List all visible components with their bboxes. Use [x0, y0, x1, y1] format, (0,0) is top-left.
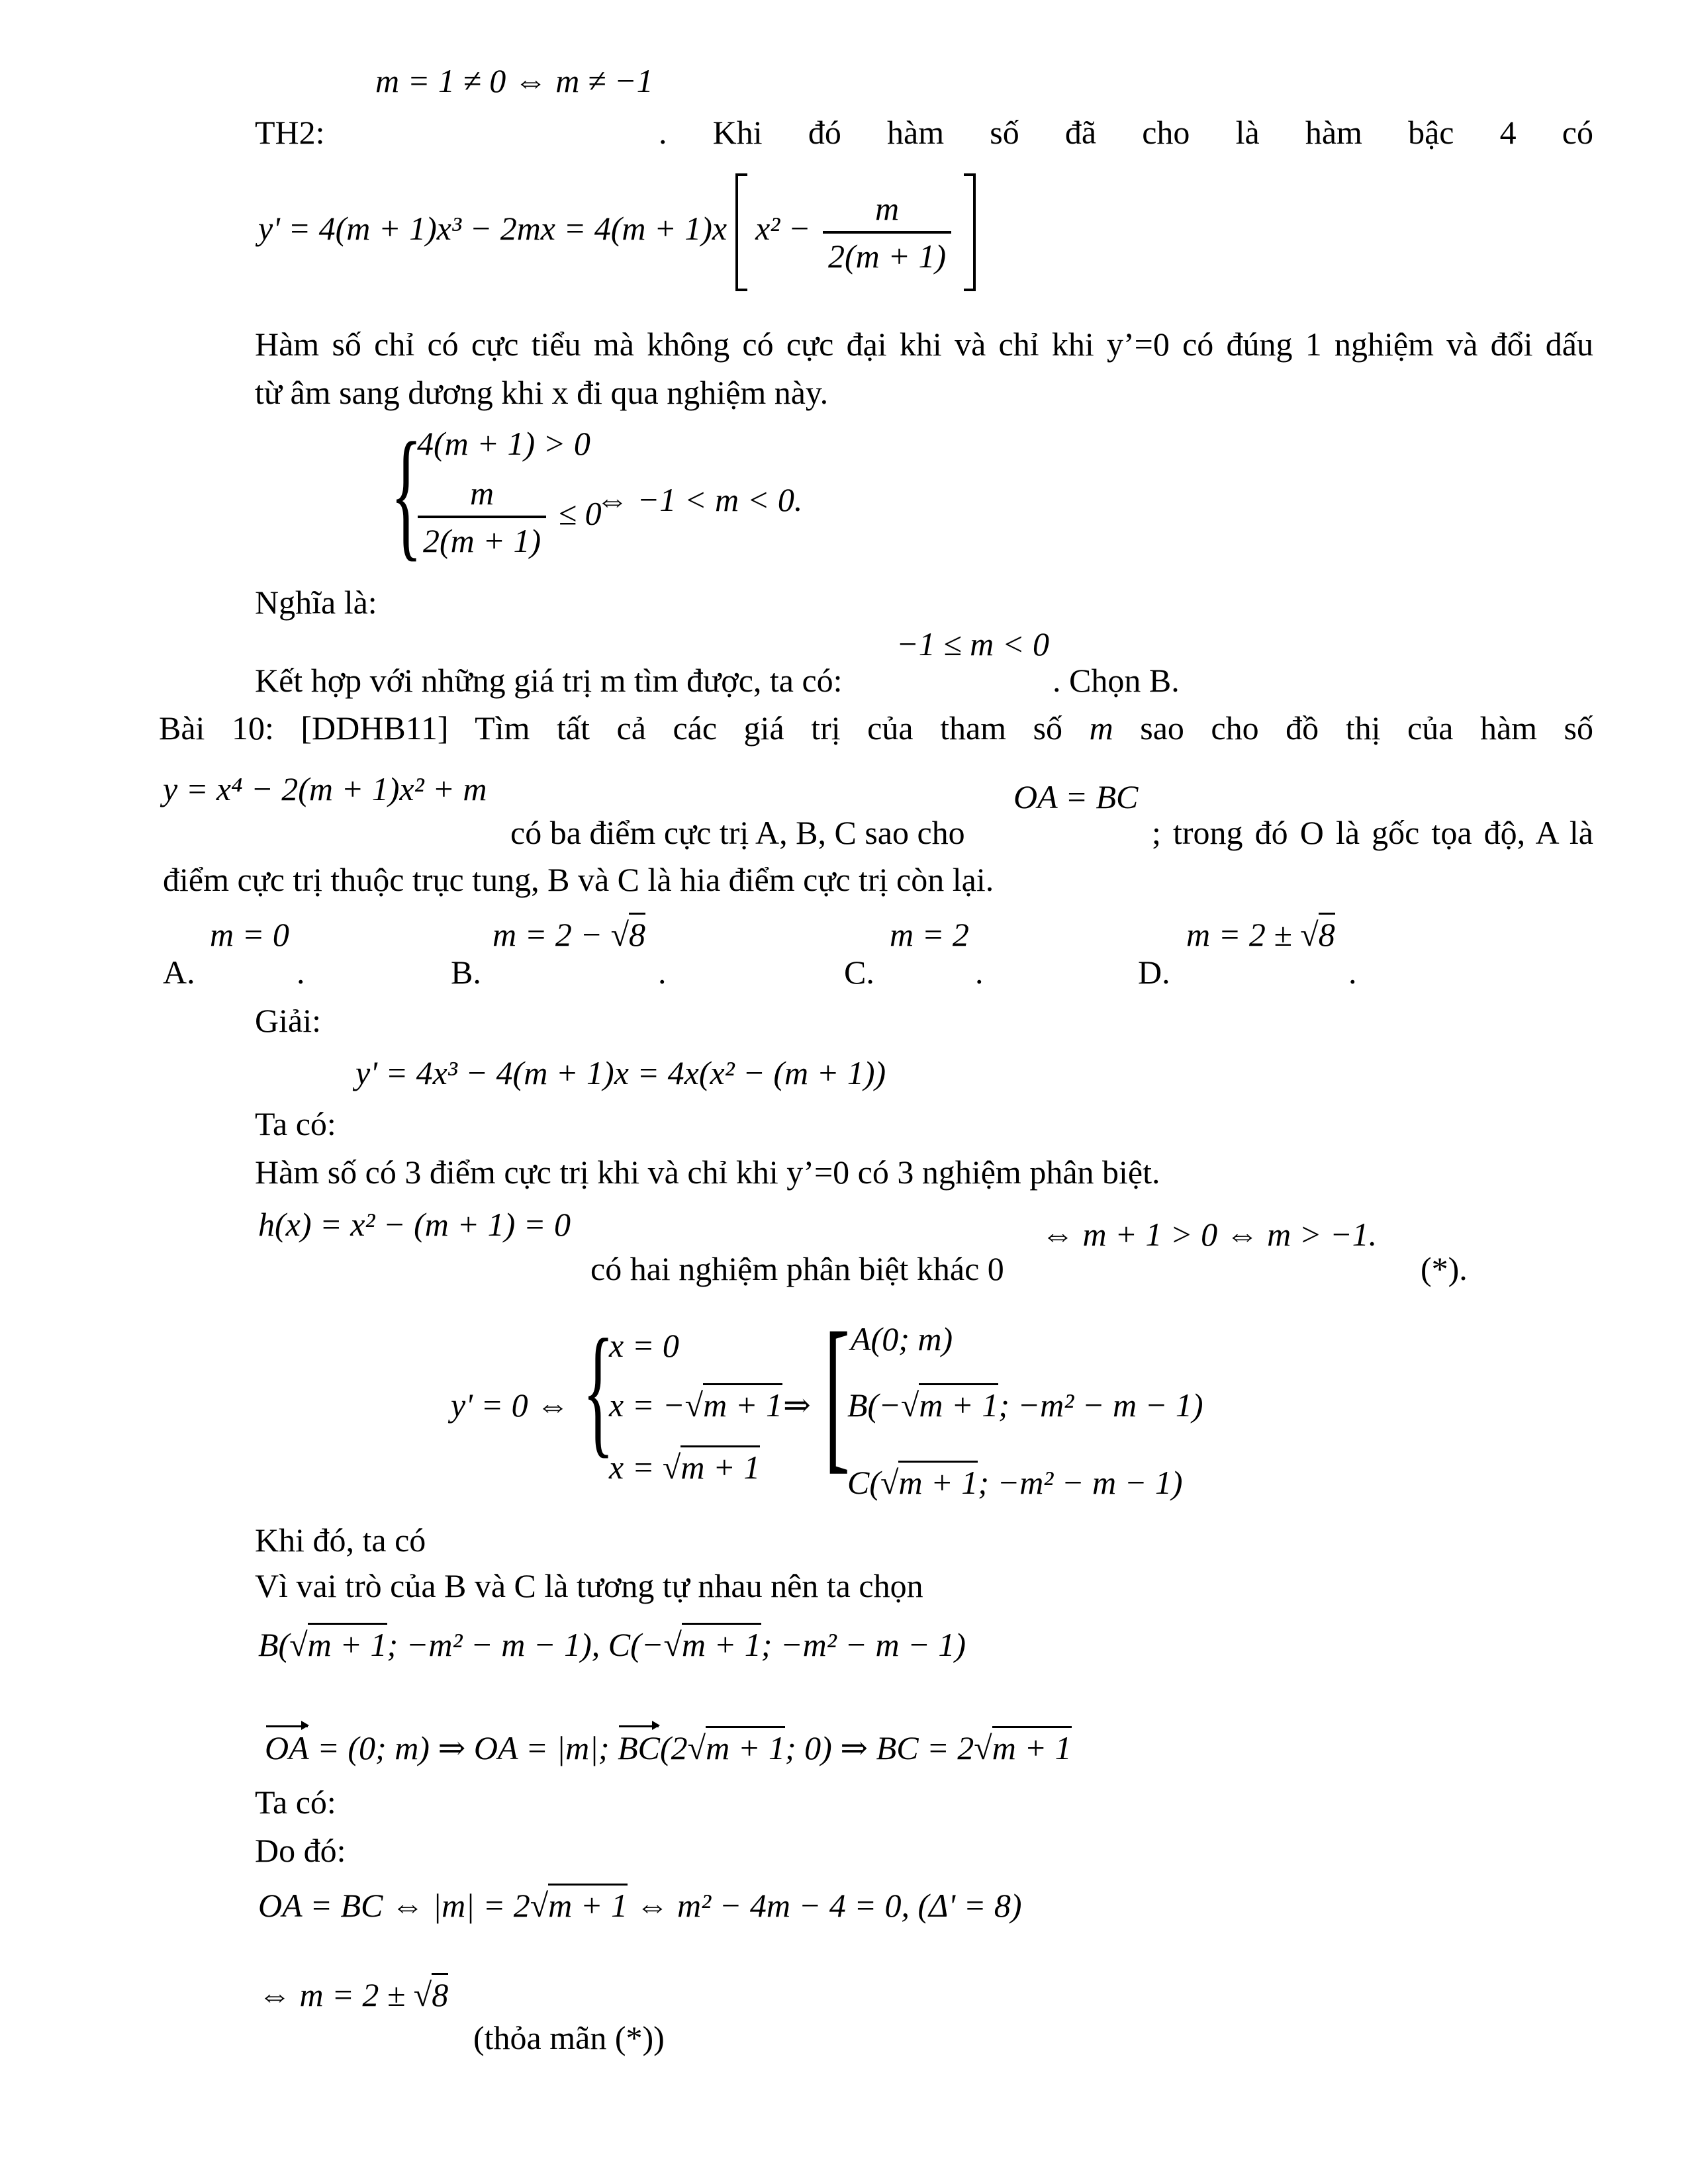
- system2-lhs: y' = 0 ⇔: [451, 1387, 570, 1424]
- implies-arrow: ⇒: [783, 1387, 811, 1424]
- radicand: m + 1: [992, 1726, 1072, 1766]
- solution-text: Khi đó, ta có: [255, 1522, 426, 1559]
- solution-text: Do đó:: [255, 1832, 346, 1869]
- problem-text: ; trong đó O là gốc tọa độ, A là: [1152, 814, 1593, 851]
- vector-text: (2√: [660, 1729, 706, 1766]
- paragraph-line: từ âm sang dương khi x đi qua nghiệm này.: [255, 374, 829, 411]
- th2-condition: m = 1 ≠ 0 ⇔ m ≠ −1: [375, 62, 653, 99]
- solution-text: có hai nghiệm phân biệt khác 0: [590, 1250, 1004, 1287]
- radicand: m + 1: [548, 1884, 628, 1924]
- radicand: m + 1: [308, 1623, 387, 1663]
- inequality: ≤ 0: [558, 494, 602, 532]
- function-formula: y = x⁴ − 2(m + 1)x² + m: [163, 770, 487, 807]
- equation-2: [258, 1975, 448, 2015]
- system-row-2: [414, 473, 602, 561]
- point-text: ; −m² − m − 1): [998, 1387, 1203, 1424]
- equation-text: OA = BC ⇔ |m| = 2√: [258, 1887, 549, 1924]
- option-d-value: [1186, 915, 1335, 954]
- option-d-label: D.: [1138, 954, 1170, 991]
- radicand: 8: [629, 913, 645, 953]
- problem-statement: [159, 708, 1593, 748]
- numerator: m: [470, 475, 494, 512]
- radicand: m + 1: [919, 1383, 998, 1424]
- vector-text: ; 0) ⇒ BC = 2√: [784, 1729, 992, 1766]
- denominator: 2(m + 1): [823, 231, 951, 276]
- parameter-m: m: [1089, 709, 1113, 747]
- derivative-lhs: y' = 4(m + 1)x³ − 2mx = 4(m + 1)x: [258, 210, 727, 247]
- option-a-label: A.: [163, 954, 195, 991]
- equation-text: ⇔ m² − 4m − 4 = 0, (Δ' = 8): [628, 1887, 1022, 1924]
- meaning-label: Nghĩa là:: [255, 584, 377, 621]
- radicand: m + 1: [703, 1383, 782, 1424]
- root-3: [609, 1447, 760, 1487]
- fraction: [823, 189, 951, 276]
- point-text: ; −m² − m − 1): [978, 1464, 1183, 1501]
- option-c-dot: .: [975, 954, 984, 991]
- option-a-dot: .: [297, 954, 305, 991]
- combine-text: Kết hợp với những giá trị m tìm được, ta có:: [255, 662, 843, 699]
- derivative-inner: x² −: [755, 210, 811, 247]
- solution-text: Hàm số có 3 điểm cực trị khi và chỉ khi y’=0 có 3 nghiệm phân biệt.: [255, 1154, 1160, 1191]
- solution-derivative: y' = 4x³ − 4(m + 1)x = 4x(x² − (m + 1)): [355, 1054, 886, 1091]
- problem-text: Bài 10: [DDHB11] Tìm tất cả các giá trị của tham số: [159, 709, 1063, 747]
- solution-text: Ta có:: [255, 1784, 336, 1821]
- option-b-value: [492, 915, 645, 954]
- th2-label: TH2:: [255, 114, 325, 151]
- problem-text: điểm cực trị thuộc trục tung, B và C là hia điểm cực trị còn lại.: [163, 861, 994, 898]
- satisfied-note: (thỏa mãn (*)): [473, 2019, 665, 2056]
- root-1: x = 0: [609, 1327, 679, 1364]
- system-row-1: 4(m + 1) > 0: [417, 425, 590, 462]
- paragraph-line: Hàm số chỉ có cực tiểu mà không có cực đại khi và chỉ khi y’=0 có đúng 1 nghiệm và đổi dấu: [255, 326, 1593, 363]
- vector-oa: OA: [265, 1729, 309, 1766]
- option-text: m = 2 − √: [492, 916, 630, 953]
- vector-line: [265, 1728, 1072, 1768]
- point-a: A(0; m): [851, 1320, 953, 1357]
- h-condition: ⇔ m + 1 > 0 ⇔ m > −1.: [1041, 1216, 1378, 1253]
- numerator: m: [875, 189, 900, 227]
- solution-text: Vì vai trò của B và C là tương tự nhau nên ta chọn: [255, 1567, 923, 1604]
- system-result: ⇔ −1 < m < 0.: [596, 481, 803, 518]
- combined-range: −1 ≤ m < 0: [896, 625, 1050, 662]
- point-text: C(√: [847, 1464, 899, 1501]
- option-b-dot: .: [658, 954, 667, 991]
- left-brace: {: [583, 1309, 614, 1471]
- radicand: m + 1: [706, 1726, 785, 1766]
- chosen-points: [258, 1625, 966, 1664]
- problem-text: sao cho đồ thị của hàm số: [1140, 709, 1594, 747]
- point-text: ; −m² − m − 1), C(−√: [387, 1626, 682, 1663]
- option-b-label: B.: [451, 954, 481, 991]
- radicand: m + 1: [898, 1461, 978, 1501]
- vector-bc: BC: [618, 1729, 660, 1766]
- radicand: m + 1: [682, 1623, 761, 1663]
- left-brace: {: [391, 412, 422, 574]
- option-d-dot: .: [1348, 954, 1357, 991]
- option-c-value: m = 2: [890, 916, 969, 953]
- solution-title: Giải:: [255, 1002, 321, 1039]
- condition-formula: OA = BC: [1013, 778, 1139, 815]
- derivative-th2: [258, 169, 976, 291]
- point-c: [847, 1463, 1183, 1502]
- h-function: h(x) = x² − (m + 1) = 0: [258, 1206, 571, 1243]
- solution-text: Ta có:: [255, 1105, 336, 1142]
- radicand: 8: [1319, 913, 1335, 953]
- root-text: x = √: [609, 1449, 681, 1486]
- option-c-label: C.: [844, 954, 874, 991]
- root-text: x = −√: [609, 1387, 704, 1424]
- bracket-right: [964, 173, 976, 291]
- point-b: [847, 1385, 1203, 1425]
- option-a-value: m = 0: [210, 916, 289, 953]
- root-2: [609, 1385, 782, 1425]
- problem-text: có ba điểm cực trị A, B, C sao cho: [510, 814, 965, 851]
- point-text: B(−√: [847, 1387, 919, 1424]
- point-text: ; −m² − m − 1): [761, 1626, 966, 1663]
- equation-text: ⇔ m = 2 ± √: [258, 1976, 432, 2013]
- fraction: [418, 473, 546, 561]
- point-text: B(√: [258, 1626, 308, 1663]
- vector-text: = (0; m) ⇒ OA = |m|;: [308, 1729, 618, 1766]
- denominator: 2(m + 1): [418, 516, 546, 561]
- equation-1: [258, 1886, 1022, 1925]
- th2-text: . Khi đó hàm số đã cho là hàm bậc 4 có: [659, 114, 1593, 151]
- answer-choice: . Chọn B.: [1053, 662, 1180, 699]
- left-brace: [: [824, 1298, 850, 1488]
- star-label: (*).: [1421, 1250, 1468, 1287]
- radicand: 8: [432, 1973, 448, 2013]
- bracket-left: [735, 173, 747, 291]
- radicand: m + 1: [680, 1445, 760, 1486]
- option-text: m = 2 ± √: [1186, 916, 1319, 953]
